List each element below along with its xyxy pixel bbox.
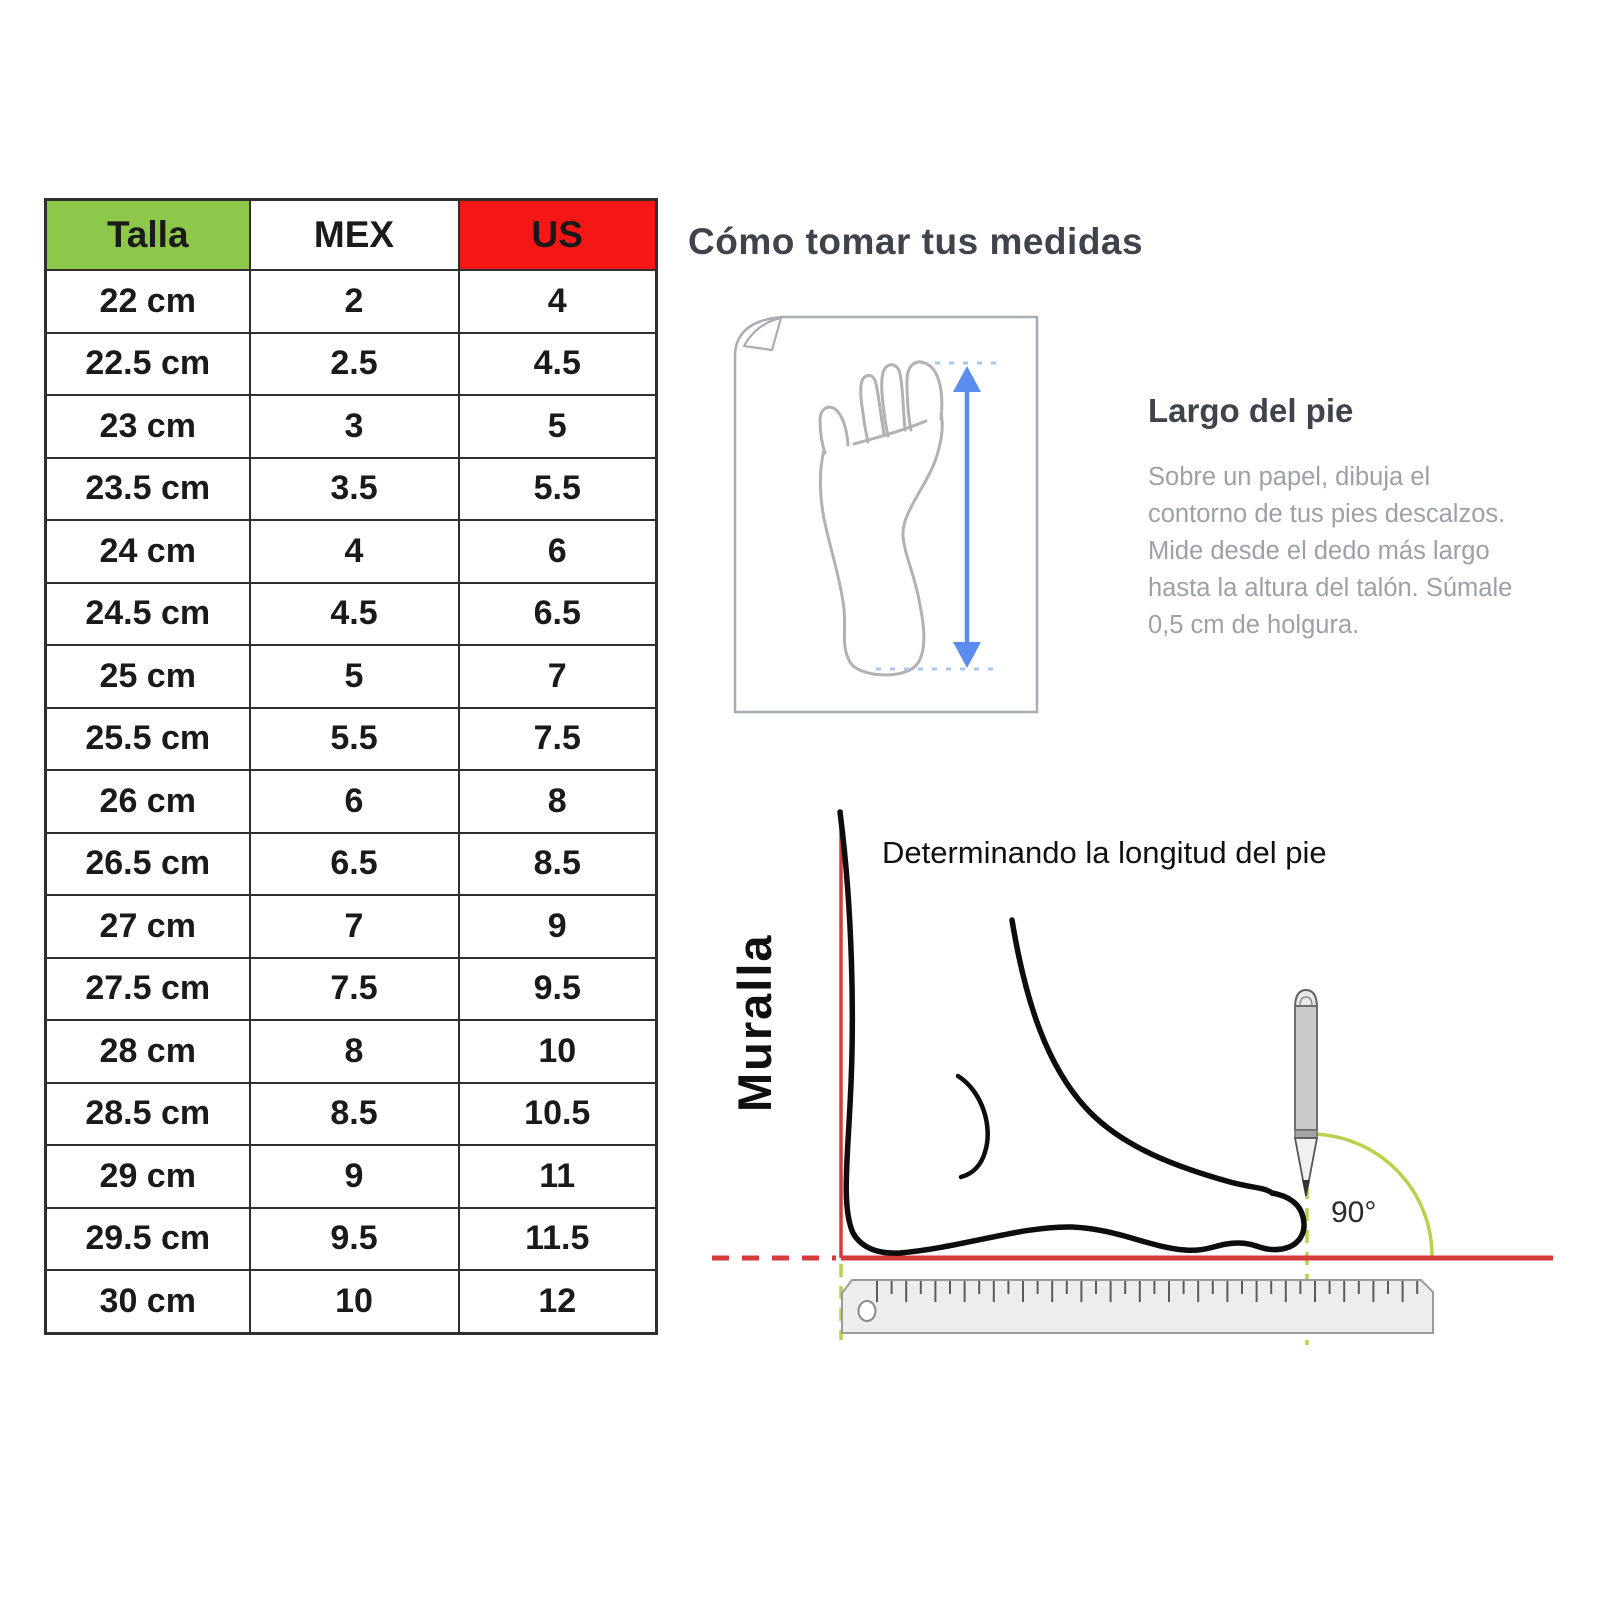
table-row xyxy=(46,395,657,458)
text-line: hasta la altura del talón. Súmale xyxy=(1148,574,1513,602)
table-cell: 6 xyxy=(250,770,459,833)
table-cell: 5 xyxy=(250,645,459,708)
table-cell: 6.5 xyxy=(459,583,657,646)
table-cell: 4.5 xyxy=(250,583,459,646)
table-cell: 24 cm xyxy=(46,520,250,583)
footprint-measure-diagram xyxy=(705,300,1060,730)
table-cell: 11 xyxy=(459,1145,657,1208)
col-header-talla: Talla xyxy=(46,200,250,271)
ruler-hole xyxy=(859,1301,876,1321)
table-row xyxy=(46,833,657,896)
table-row xyxy=(46,958,657,1021)
table-cell: 9 xyxy=(459,895,657,958)
size-conversion-table xyxy=(44,198,658,1335)
table-cell: 23.5 cm xyxy=(46,458,250,521)
table-cell: 4 xyxy=(250,520,459,583)
table-cell: 7.5 xyxy=(250,958,459,1021)
table-cell: 12 xyxy=(459,1270,657,1333)
foot-side-outline xyxy=(840,812,1304,1253)
table-cell: 11.5 xyxy=(459,1208,657,1271)
foot-length-heading: Largo del pie xyxy=(1148,392,1354,429)
table-cell: 3.5 xyxy=(250,458,459,521)
table-cell: 6 xyxy=(459,520,657,583)
text-line: Sobre un papel, dibuja el xyxy=(1148,463,1431,491)
paper-sheet xyxy=(735,317,1037,712)
table-row xyxy=(46,1145,657,1208)
table-row xyxy=(46,1270,657,1333)
table-cell: 10.5 xyxy=(459,1083,657,1146)
table-cell: 25.5 cm xyxy=(46,708,250,771)
table-row xyxy=(46,270,657,333)
table-cell: 10 xyxy=(459,1020,657,1083)
table-row xyxy=(46,333,657,396)
table-header-row xyxy=(46,200,657,271)
table-cell: 3 xyxy=(250,395,459,458)
table-cell: 29.5 cm xyxy=(46,1208,250,1271)
table-row xyxy=(46,708,657,771)
table-cell: 4.5 xyxy=(459,333,657,396)
foot-length-diagram xyxy=(690,780,1600,1360)
table-cell: 22.5 cm xyxy=(46,333,250,396)
wall-label: Muralla xyxy=(728,933,781,1112)
table-cell: 8.5 xyxy=(250,1083,459,1146)
table-row xyxy=(46,1208,657,1271)
col-header-mex: MEX xyxy=(250,200,459,271)
length-diagram-heading: Determinando la longitud del pie xyxy=(882,835,1327,870)
page-title: Cómo tomar tus medidas xyxy=(688,221,1144,262)
table-cell: 26 cm xyxy=(46,770,250,833)
table-cell: 22 cm xyxy=(46,270,250,333)
table-cell: 4 xyxy=(459,270,657,333)
table-cell: 26.5 cm xyxy=(46,833,250,896)
table-cell: 2.5 xyxy=(250,333,459,396)
table-row xyxy=(46,458,657,521)
size-table-body xyxy=(46,270,657,1333)
text-line: Mide desde el dedo más largo xyxy=(1148,537,1490,565)
table-row xyxy=(46,583,657,646)
table-row xyxy=(46,645,657,708)
angle-arc xyxy=(1310,1134,1432,1256)
table-cell: 25 cm xyxy=(46,645,250,708)
foot-length-body xyxy=(1148,459,1512,644)
table-cell: 23 cm xyxy=(46,395,250,458)
angle-label: 90° xyxy=(1331,1196,1377,1229)
table-row xyxy=(46,895,657,958)
table-cell: 7.5 xyxy=(459,708,657,771)
table-cell: 8.5 xyxy=(459,833,657,896)
table-cell: 9 xyxy=(250,1145,459,1208)
table-cell: 5.5 xyxy=(459,458,657,521)
text-line: contorno de tus pies descalzos. xyxy=(1148,500,1506,528)
text-line: 0,5 cm de holgura. xyxy=(1148,611,1360,639)
table-row xyxy=(46,770,657,833)
table-cell: 6.5 xyxy=(250,833,459,896)
ruler-icon xyxy=(842,1280,1433,1333)
table-cell: 8 xyxy=(250,1020,459,1083)
table-cell: 24.5 cm xyxy=(46,583,250,646)
table-cell: 28.5 cm xyxy=(46,1083,250,1146)
table-row xyxy=(46,1020,657,1083)
table-cell: 27 cm xyxy=(46,895,250,958)
table-cell: 9.5 xyxy=(459,958,657,1021)
table-cell: 30 cm xyxy=(46,1270,250,1333)
col-header-us: US xyxy=(459,200,657,271)
table-cell: 27.5 cm xyxy=(46,958,250,1021)
table-cell: 7 xyxy=(250,895,459,958)
table-cell: 5 xyxy=(459,395,657,458)
table-cell: 7 xyxy=(459,645,657,708)
table-cell: 10 xyxy=(250,1270,459,1333)
pencil-icon xyxy=(1295,990,1317,1196)
table-cell: 28 cm xyxy=(46,1020,250,1083)
table-row xyxy=(46,520,657,583)
table-cell: 29 cm xyxy=(46,1145,250,1208)
table-cell: 9.5 xyxy=(250,1208,459,1271)
table-cell: 2 xyxy=(250,270,459,333)
table-cell: 8 xyxy=(459,770,657,833)
table-row xyxy=(46,1083,657,1146)
table-cell: 5.5 xyxy=(250,708,459,771)
